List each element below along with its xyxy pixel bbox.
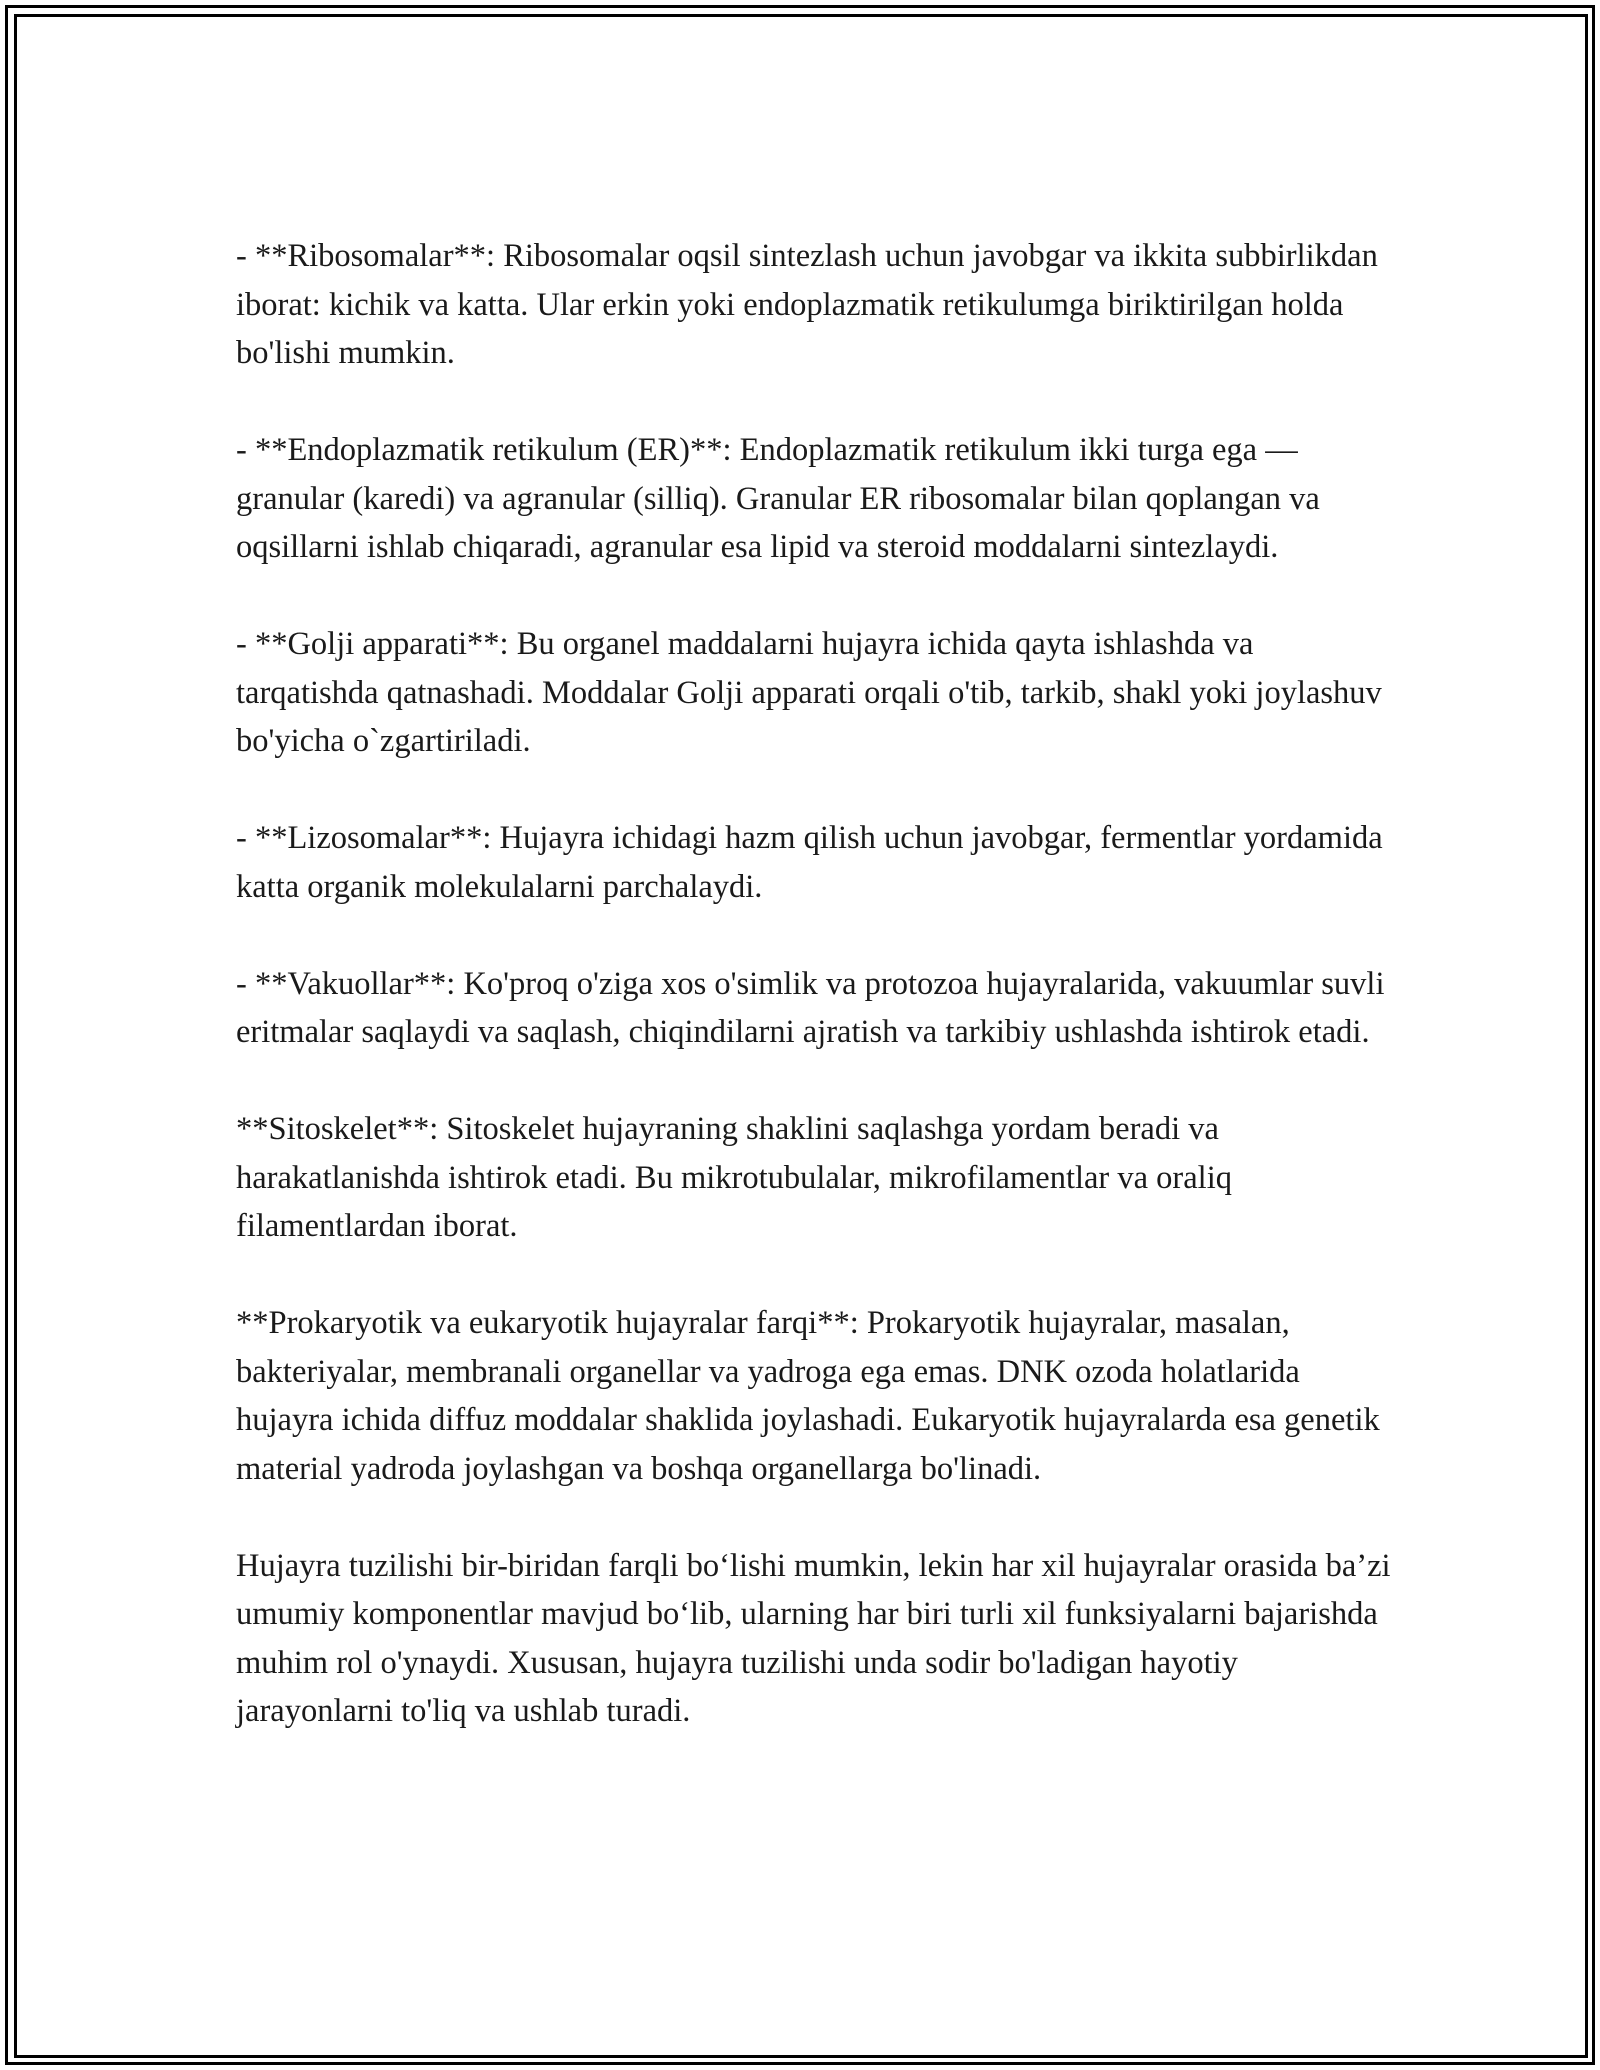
paragraph-vakuollar: - **Vakuollar**: Ko'proq o'ziga xos o'simlik va protozoa hujayralarida, vakuumlar suvli eritmalar saqlaydi va saqlash, chiqindilarni ajratish va tarkibiy ushlashda ishtirok etadi. [236, 965, 1385, 1050]
paragraph-prokaryotik-eukaryotik: **Prokaryotik va eukaryotik hujayralar farqi**: Prokaryotik hujayralar, masalan, bakteriyalar, membranali organellar va yadroga ega emas. DNK ozoda holatlarida hujayra ichida diffuz moddalar shaklida joylashadi. Eukaryotik hujayralarda esa genetik material yadroda joylashgan va boshqa organellarga bo'linadi. [236, 1305, 1380, 1487]
paragraph-lizosomalar: - **Lizosomalar**: Hujayra ichidagi hazm qilish uchun javobgar, fermentlar yordamida katta organik molekulalarni parchalaydi. [236, 820, 1383, 905]
paragraph-endoplazmatik-retikulum: - **Endoplazmatik retikulum (ER)**: Endoplazmatik retikulum ikki turga ega — granular (karedi) va agranular (silliq). Granular ER ribosomalar bilan qoplangan va oqsillarni ishlab chiqaradi, agranular esa lipid va steroid moddalarni sintezlaydi. [236, 432, 1320, 565]
paragraph-golji-apparati: - **Golji apparati**: Bu organel maddalarni hujayra ichida qayta ishlashda va tarqatishda qatnashadi. Moddalar Golji apparati orqali o'tib, tarkib, shakl yoki joylashuv bo'yicha o`zgartiriladi. [236, 626, 1382, 759]
paragraph-ribosomalar: - **Ribosomalar**: Ribosomalar oqsil sintezlash uchun javobgar va ikkita subbirlikdan iborat: kichik va katta. Ular erkin yoki endoplazmatik retikulumga biriktirilgan holda bo'lishi mumkin. [236, 238, 1378, 371]
paragraph-conclusion: Hujayra tuzilishi bir-biridan farqli bo‘lishi mumkin, lekin har xil hujayralar orasida ba’zi umumiy komponentlar mavjud bo‘lib, ularning har biri turli xil funksiyalarni bajarishda muhim rol o'ynaydi. Xususan, hujayra tuzilishi unda sodir bo'ladigan hayotiy jarayonlarni to'liq va ushlab turadi. [236, 1547, 1391, 1729]
paragraph-sitoskelet: **Sitoskelet**: Sitoskelet hujayraning shaklini saqlashga yordam beradi va harakatlanishda ishtirok etadi. Bu mikrotubulalar, mikrofilamentlar va oraliq filamentlardan iborat. [236, 1111, 1232, 1244]
document-body [236, 232, 1396, 1784]
